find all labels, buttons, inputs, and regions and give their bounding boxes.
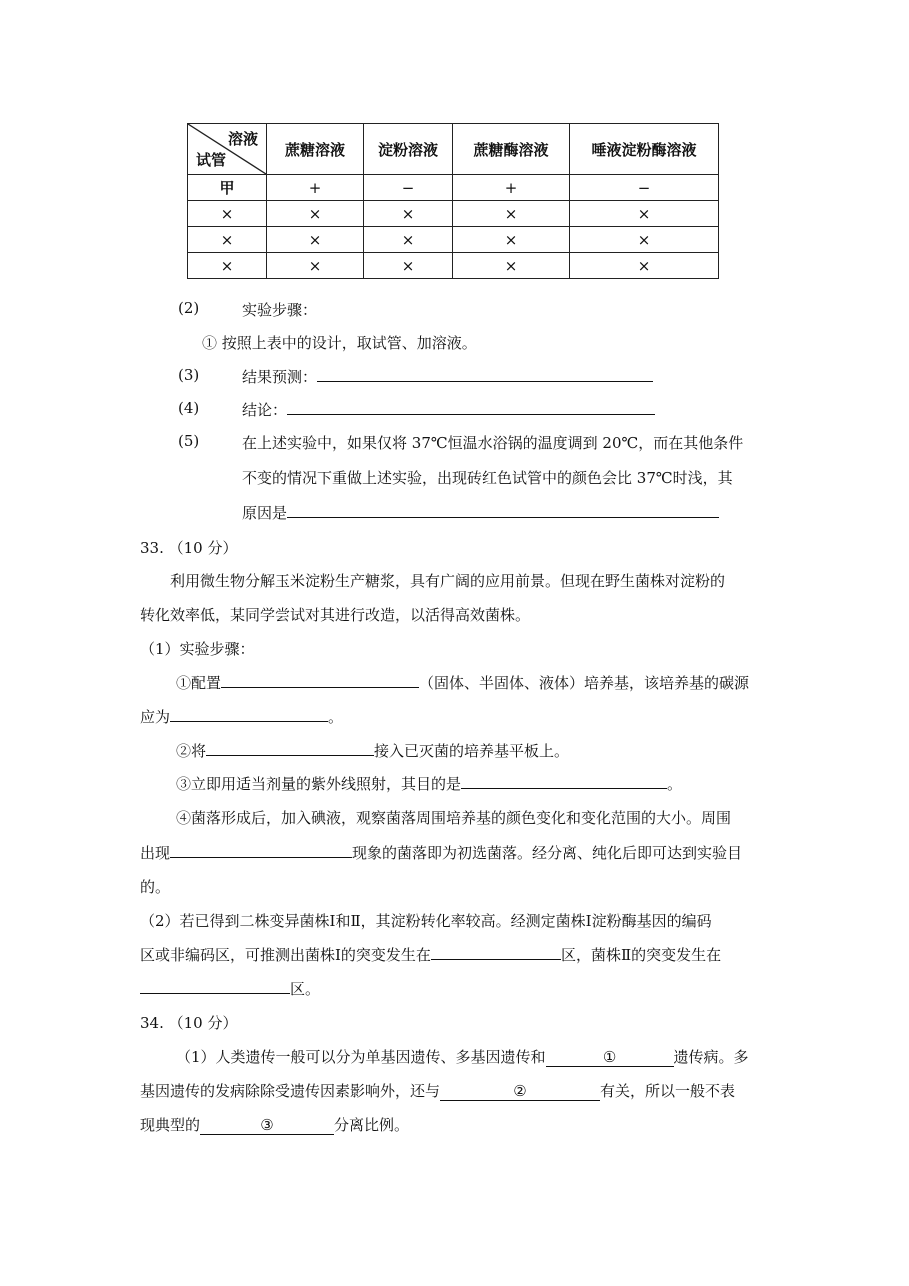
header-cell: 淀粉溶液	[364, 124, 453, 175]
table-cell: ×	[570, 253, 719, 279]
table-cell: ×	[570, 227, 719, 253]
answer-blank-2[interactable]: ②	[440, 1082, 600, 1101]
q33-part2-line1: （2）若已得到二株变异菌株Ⅰ和Ⅱ，其淀粉转化率较高。经测定菌株Ⅰ淀粉酶基因的编码	[140, 912, 712, 930]
table-cell: ×	[267, 201, 364, 227]
q32-p3-number: (3)	[178, 366, 200, 384]
step-text: 区或非编码区，可推测出菌株Ⅰ的突变发生在	[140, 946, 431, 964]
answer-blank[interactable]	[170, 707, 328, 722]
table-row	[188, 175, 719, 201]
header-cell: 蔗糖溶液	[267, 124, 364, 175]
step-text: 。	[328, 708, 344, 726]
q34-text: 遗传病。多	[673, 1048, 749, 1066]
q33-step1-line2	[140, 706, 343, 727]
table-cell: −	[570, 175, 719, 201]
q32-p3-line	[242, 366, 653, 387]
table-cell: ×	[364, 201, 453, 227]
step-text: 区。	[290, 980, 321, 998]
q34-line3	[140, 1114, 409, 1135]
q32-p2-text: 实验步骤：	[242, 301, 318, 319]
table-corner-cell	[188, 124, 267, 175]
q34-line2	[140, 1080, 735, 1101]
table-cell: +	[453, 175, 570, 201]
q32-p5-number: (5)	[178, 432, 200, 450]
answer-blank[interactable]	[461, 774, 667, 789]
q33-part1-title: （1）实验步骤：	[140, 640, 255, 658]
answer-blank[interactable]	[287, 503, 719, 518]
corner-top-label: 溶液	[227, 130, 258, 148]
table-row	[188, 227, 719, 253]
q34-text: 现典型的	[140, 1116, 201, 1134]
table-cell: ×	[267, 227, 364, 253]
q33-step3-line	[176, 773, 682, 794]
q34-text: 基因遗传的发病除除受遗传因素影响外，还与	[140, 1082, 441, 1100]
answer-blank[interactable]	[431, 945, 561, 960]
step-text: ①配置	[176, 674, 222, 692]
table-cell: ×	[364, 227, 453, 253]
q32-p4-line	[242, 399, 655, 420]
table-cell: ×	[267, 253, 364, 279]
q34-line1	[176, 1046, 749, 1067]
q32-p5-line2: 不变的情况下重做上述实验，出现砖红色试管中的颜色会比 37℃时浅，其	[242, 469, 733, 487]
q33-intro-line1: 利用微生物分解玉米淀粉生产糖浆，具有广阔的应用前景。但现在野生菌株对淀粉的	[170, 572, 726, 590]
q33-step4-line1: ④菌落形成后，加入碘液，观察菌落周围培养基的颜色变化和变化范围的大小。周围	[176, 809, 732, 827]
table-cell: ×	[453, 227, 570, 253]
step-text: ③立即用适当剂量的紫外线照射，其目的是	[176, 775, 462, 793]
q33-part2-line3	[140, 978, 320, 999]
answer-blank[interactable]	[170, 843, 352, 858]
table-cell: ×	[453, 201, 570, 227]
q32-p2-step1: ① 按照上表中的设计，取试管、加溶液。	[202, 334, 477, 352]
table-cell: ×	[453, 253, 570, 279]
q32-p3-text: 结果预测：	[242, 368, 318, 386]
answer-blank[interactable]	[206, 741, 374, 756]
row-label: ×	[188, 227, 267, 253]
answer-blank-3[interactable]: ③	[200, 1116, 334, 1135]
row-label: 甲	[188, 175, 267, 201]
q34-text: 有关，所以一般不表	[600, 1082, 736, 1100]
q32-p4-number: (4)	[178, 399, 200, 417]
q33-step4-line3: 的。	[140, 878, 171, 896]
header-cell: 蔗糖酶溶液	[453, 124, 570, 175]
q34-heading: 34. （10 分）	[140, 1014, 238, 1032]
table-cell: +	[267, 175, 364, 201]
step-text: 现象的菌落即为初选菌落。经分离、纯化后即可达到实验目	[352, 844, 743, 862]
table-row	[188, 253, 719, 279]
answer-blank[interactable]	[221, 673, 419, 688]
answer-blank[interactable]	[140, 979, 290, 994]
q32-p4-text: 结论：	[242, 401, 288, 419]
table-row	[188, 201, 719, 227]
q34-text: （1）人类遗传一般可以分为单基因遗传、多基因遗传和	[176, 1048, 546, 1066]
q33-part2-line2	[140, 944, 721, 965]
q32-p5-line3-text: 原因是	[242, 504, 288, 522]
step-text: 接入已灭菌的培养基平板上。	[374, 742, 570, 760]
q32-p5-line3	[242, 502, 719, 523]
q33-step2-line	[176, 740, 569, 761]
q32-p5-line1: 在上述实验中，如果仅将 37℃恒温水浴锅的温度调到 20℃，而在其他条件	[242, 434, 744, 452]
step-text: 出现	[140, 844, 171, 862]
table-cell: −	[364, 175, 453, 201]
experiment-table	[187, 123, 719, 279]
table-cell: ×	[570, 201, 719, 227]
header-cell: 唾液淀粉酶溶液	[570, 124, 719, 175]
q33-heading: 33. （10 分）	[140, 539, 238, 557]
step-text: 应为	[140, 708, 171, 726]
step-text: 区，菌株Ⅱ的突变发生在	[560, 946, 722, 964]
table-header-row	[188, 124, 719, 175]
answer-blank-1[interactable]: ①	[546, 1048, 674, 1067]
row-label: ×	[188, 253, 267, 279]
answer-blank[interactable]	[287, 400, 655, 415]
q34-text: 分离比例。	[334, 1116, 410, 1134]
corner-bottom-label: 试管	[196, 151, 227, 169]
step-text: 。	[667, 775, 683, 793]
step-text: ②将	[176, 742, 207, 760]
row-label: ×	[188, 201, 267, 227]
q32-p2-number: (2)	[178, 299, 200, 317]
q33-intro-line2: 转化效率低，某同学尝试对其进行改造，以活得高效菌株。	[140, 606, 531, 624]
table-cell: ×	[364, 253, 453, 279]
q33-step1-line	[176, 672, 749, 693]
q33-step4-line2	[140, 842, 742, 863]
answer-blank[interactable]	[317, 367, 653, 382]
step-text: （固体、半固体、液体）培养基，该培养基的碳源	[419, 674, 750, 692]
